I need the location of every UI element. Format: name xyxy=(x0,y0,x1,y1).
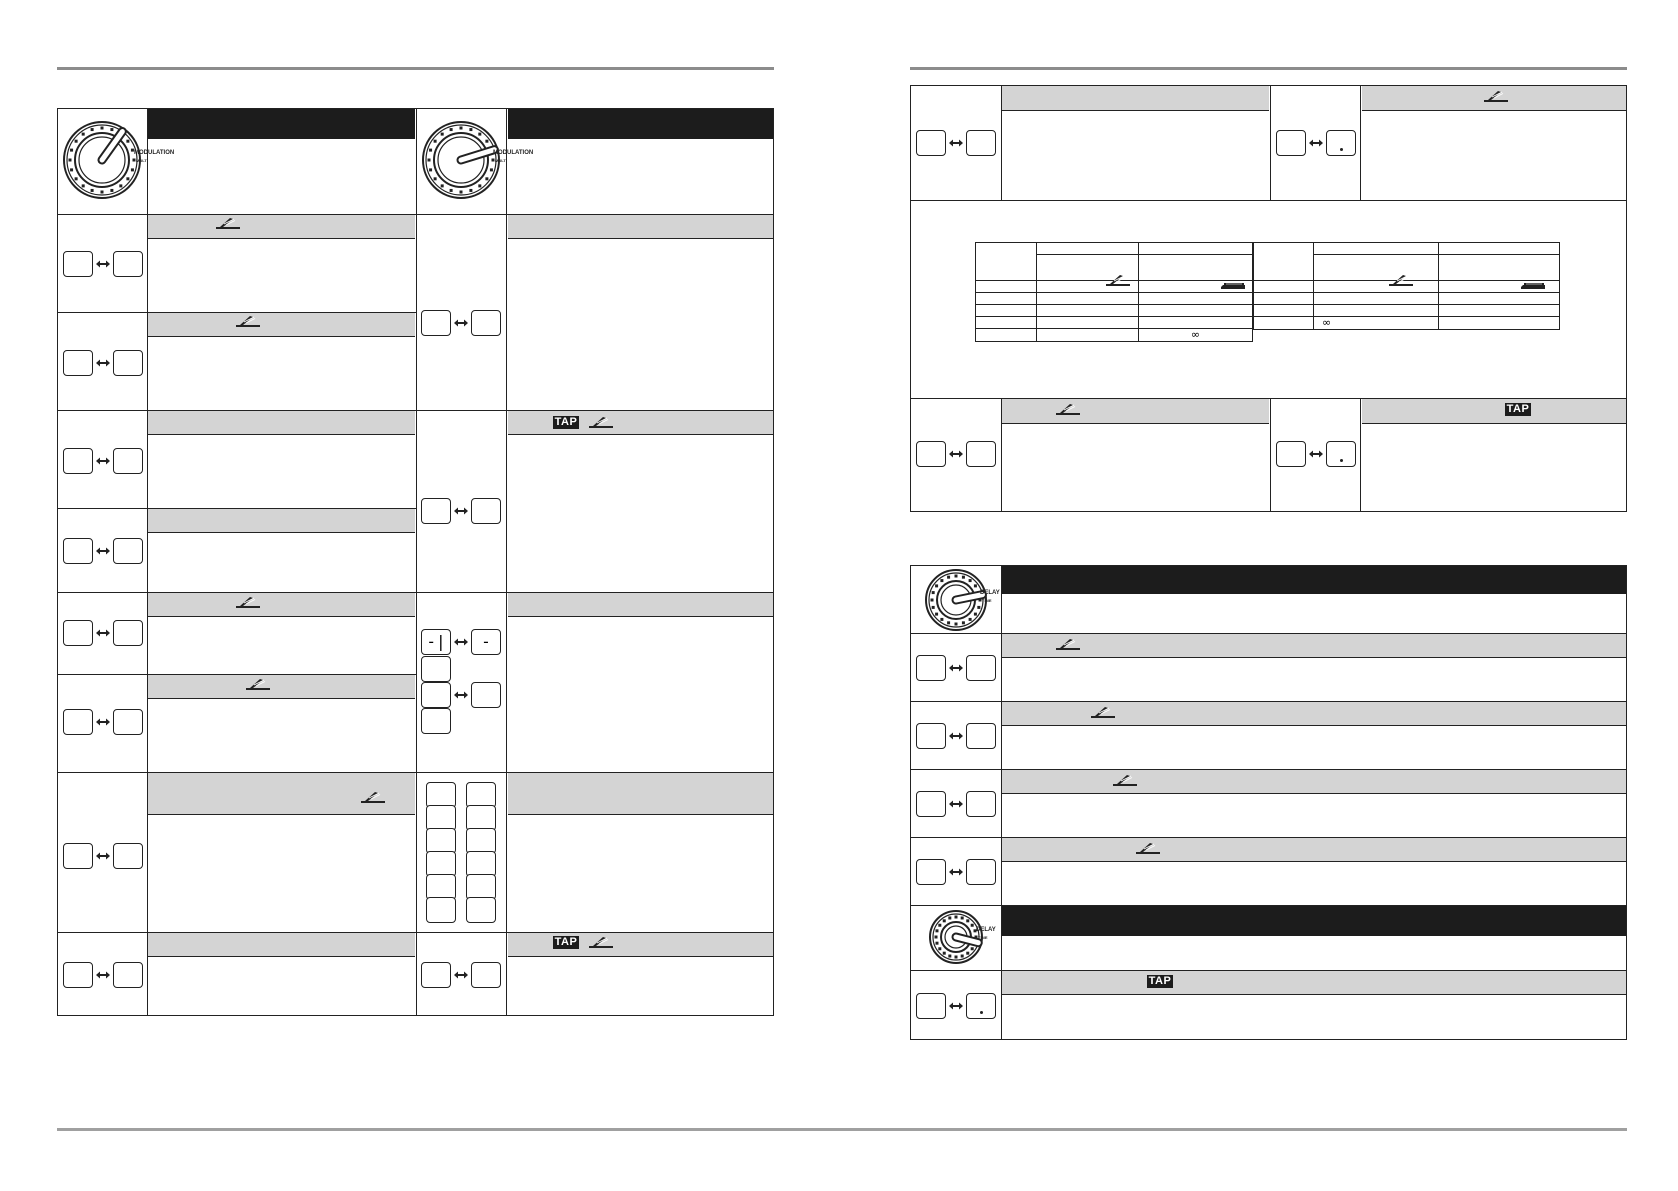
range-arrow-icon xyxy=(454,691,468,699)
param-header xyxy=(508,215,773,239)
value-display-max xyxy=(113,350,143,376)
value-display-max xyxy=(113,620,143,646)
range-arrow-icon xyxy=(454,319,468,327)
param-header xyxy=(508,773,773,815)
param-header xyxy=(1362,399,1626,424)
value-display-min xyxy=(916,993,946,1019)
range-arrow-icon xyxy=(1309,139,1323,147)
value-display-min xyxy=(916,655,946,681)
value-display-min xyxy=(916,723,946,749)
value-display xyxy=(421,708,451,734)
param-header xyxy=(1002,86,1269,111)
value-display-min xyxy=(916,791,946,817)
value-display-max xyxy=(966,130,996,156)
delay-effect-header xyxy=(1002,566,1626,594)
svg-text:MODULATION: MODULATION xyxy=(134,150,175,156)
svg-text:TIME: TIME xyxy=(982,598,992,603)
rotary-dial-icon xyxy=(922,566,1026,634)
param-header xyxy=(148,509,415,533)
expression-pedal-icon xyxy=(360,791,386,805)
value-display-min xyxy=(916,859,946,885)
range-arrow-icon xyxy=(949,868,963,876)
value-display-min xyxy=(421,962,451,988)
expression-pedal-icon xyxy=(1112,774,1138,788)
bottom-rule xyxy=(57,1128,1627,1131)
value-display-min xyxy=(63,538,93,564)
top-rule-right xyxy=(910,67,1627,70)
range-arrow-icon xyxy=(1309,450,1323,458)
range-arrow-icon xyxy=(96,852,110,860)
value-display-min xyxy=(63,620,93,646)
svg-text:DELAY: DELAY xyxy=(980,590,1000,596)
value-display-min xyxy=(63,843,93,869)
range-arrow-icon xyxy=(96,359,110,367)
value-display-max xyxy=(113,448,143,474)
range-arrow-icon xyxy=(96,260,110,268)
value-display-min xyxy=(63,251,93,277)
param-header xyxy=(148,411,415,435)
range-arrow-icon xyxy=(454,638,468,646)
value-display xyxy=(426,897,456,923)
svg-text:MULTI: MULTI xyxy=(495,158,507,163)
value-display-max xyxy=(113,251,143,277)
expression-pedal-flat-icon xyxy=(1220,279,1246,291)
param-header xyxy=(1002,838,1626,862)
effect-header-left xyxy=(148,109,415,139)
param-header xyxy=(1002,634,1626,658)
value-display xyxy=(421,656,451,682)
expression-pedal-icon xyxy=(215,217,241,231)
range-arrow-icon xyxy=(454,507,468,515)
value-display-max: - xyxy=(471,629,501,655)
range-arrow-icon xyxy=(949,139,963,147)
rotary-dial-icon xyxy=(60,118,180,202)
param-header xyxy=(148,313,415,337)
expression-pedal-icon xyxy=(1135,842,1161,856)
expression-pedal-icon xyxy=(1090,706,1116,720)
range-arrow-icon xyxy=(454,971,468,979)
param-header xyxy=(1002,399,1269,424)
infinity-symbol: ∞ xyxy=(1139,329,1253,342)
expression-pedal-icon xyxy=(1483,90,1509,104)
param-header xyxy=(148,675,415,699)
value-display-max xyxy=(113,709,143,735)
value-display-min xyxy=(421,682,451,708)
param-header xyxy=(148,933,415,957)
value-display-min xyxy=(916,441,946,467)
expression-pedal-icon xyxy=(235,596,261,610)
value-display-min xyxy=(63,709,93,735)
value-display-max xyxy=(966,441,996,467)
range-arrow-icon xyxy=(96,971,110,979)
delay-effect-header-2 xyxy=(1002,906,1626,936)
value-display-min xyxy=(63,448,93,474)
param-header xyxy=(508,411,773,435)
expression-pedal-flat-icon xyxy=(1520,279,1546,291)
value-display-max xyxy=(966,723,996,749)
range-arrow-icon xyxy=(96,629,110,637)
tap-badge: TAP xyxy=(1506,403,1530,415)
svg-text:DELAY: DELAY xyxy=(976,927,996,933)
range-arrow-icon xyxy=(96,547,110,555)
expression-pedal-icon xyxy=(1055,403,1081,417)
param-header xyxy=(1002,971,1626,995)
value-display-max xyxy=(471,962,501,988)
expression-pedal-icon xyxy=(245,678,271,692)
value-display-max xyxy=(471,498,501,524)
value-display-max xyxy=(1326,441,1356,467)
svg-text:MULTI: MULTI xyxy=(136,158,148,163)
expression-pedal-icon xyxy=(1105,274,1131,288)
expression-pedal-icon xyxy=(1055,638,1081,652)
value-display-max xyxy=(1326,130,1356,156)
top-rule-left xyxy=(57,67,774,70)
value-display-min xyxy=(63,962,93,988)
value-display-max xyxy=(113,843,143,869)
param-header xyxy=(1002,770,1626,794)
rotary-dial-icon xyxy=(419,118,539,202)
range-arrow-icon xyxy=(949,732,963,740)
expression-pedal-icon xyxy=(588,936,614,950)
expression-pedal-icon xyxy=(1388,274,1414,288)
tap-badge: TAP xyxy=(554,936,578,948)
value-display-min xyxy=(421,310,451,336)
param-header xyxy=(508,933,773,957)
param-header xyxy=(148,593,415,617)
tap-badge: TAP xyxy=(554,416,578,428)
value-display-max xyxy=(966,859,996,885)
expression-pedal-icon xyxy=(588,416,614,430)
range-arrow-icon xyxy=(96,457,110,465)
param-header xyxy=(148,215,415,239)
range-arrow-icon xyxy=(949,800,963,808)
value-display-min xyxy=(1276,441,1306,467)
value-display-max xyxy=(966,993,996,1019)
expression-pedal-icon xyxy=(235,315,261,329)
range-arrow-icon xyxy=(96,718,110,726)
effect-header-right xyxy=(508,109,773,139)
value-display-min xyxy=(63,350,93,376)
value-display-min xyxy=(421,498,451,524)
value-display-max xyxy=(966,791,996,817)
svg-text:MODULATION: MODULATION xyxy=(493,150,534,156)
infinity-symbol: ∞ xyxy=(1314,317,1439,330)
range-arrow-icon xyxy=(949,664,963,672)
param-header xyxy=(508,593,773,617)
value-display-min xyxy=(916,130,946,156)
svg-text:TIME: TIME xyxy=(978,935,988,940)
tap-badge: TAP xyxy=(1148,975,1172,987)
value-display-max xyxy=(966,655,996,681)
value-display-max xyxy=(113,962,143,988)
range-arrow-icon xyxy=(949,450,963,458)
rotary-dial-icon xyxy=(926,907,1022,967)
value-display xyxy=(466,897,496,923)
value-display-max xyxy=(471,682,501,708)
time-table-left xyxy=(975,242,1253,342)
range-arrow-icon xyxy=(949,1002,963,1010)
value-display-min xyxy=(1276,130,1306,156)
value-display-max xyxy=(113,538,143,564)
value-display-min: -| xyxy=(421,629,451,655)
value-display-max xyxy=(471,310,501,336)
